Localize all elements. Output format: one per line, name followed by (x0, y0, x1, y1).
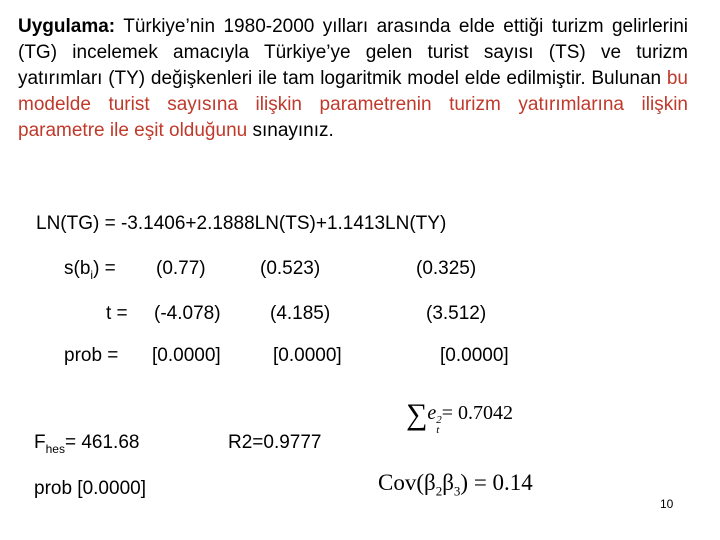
t-value-1: (-4.078) (154, 303, 221, 324)
page-number: 10 (660, 497, 674, 511)
f-prob: prob [0.0000] (34, 478, 146, 499)
sse-formula: ∑e 2 t = 0.7042 (406, 398, 514, 436)
t-value-2: (4.185) (270, 303, 331, 324)
t-row-label: t = (106, 303, 128, 324)
exercise-text-end: sınayınız. (247, 120, 334, 141)
prob-value-3: [0.0000] (440, 345, 509, 366)
exercise-highlight: bu modelde turist sayısına ilişkin parametrenin turizm yatırımlarına ilişkin parametre ile eşit olduğunu (18, 68, 688, 141)
se-row-label: $s(b_i)$ = (64, 258, 116, 282)
exercise-label: Uygulama: (18, 16, 116, 37)
r-squared: R2=0.9777 (228, 432, 322, 453)
prob-value-2: [0.0000] (273, 345, 342, 366)
f-statistic: $F_{hes}= 461.68$ (34, 432, 140, 456)
exercise-text: Türkiye’nin 1980-2000 yılları arasında elde ettiği turizm gelirlerini (TG) incelemek amacıyla Türkiye’ye gelen turist sayısı (TS) ve turizm yatırımları (TY) değişkenleri ile tam logaritmik model elde edilmiştir. Bulunan (18, 16, 688, 89)
se-value-3: (0.325) (416, 258, 477, 279)
prob-value-1: [0.0000] (152, 345, 221, 366)
se-value-2: (0.523) (260, 258, 321, 279)
se-value-1: (0.77) (156, 258, 206, 279)
sigma-icon: ∑ (406, 398, 428, 431)
covariance-formula: $Cov(\beta_2\beta_3) = 0.14$ (378, 470, 533, 499)
exercise-paragraph (18, 14, 688, 144)
regression-equation: LN(TG) = -3.1406+2.1888LN(TS)+1.1413LN(TY) (36, 213, 447, 234)
t-value-3: (3.512) (426, 303, 487, 324)
prob-row-label: prob = (64, 345, 119, 366)
